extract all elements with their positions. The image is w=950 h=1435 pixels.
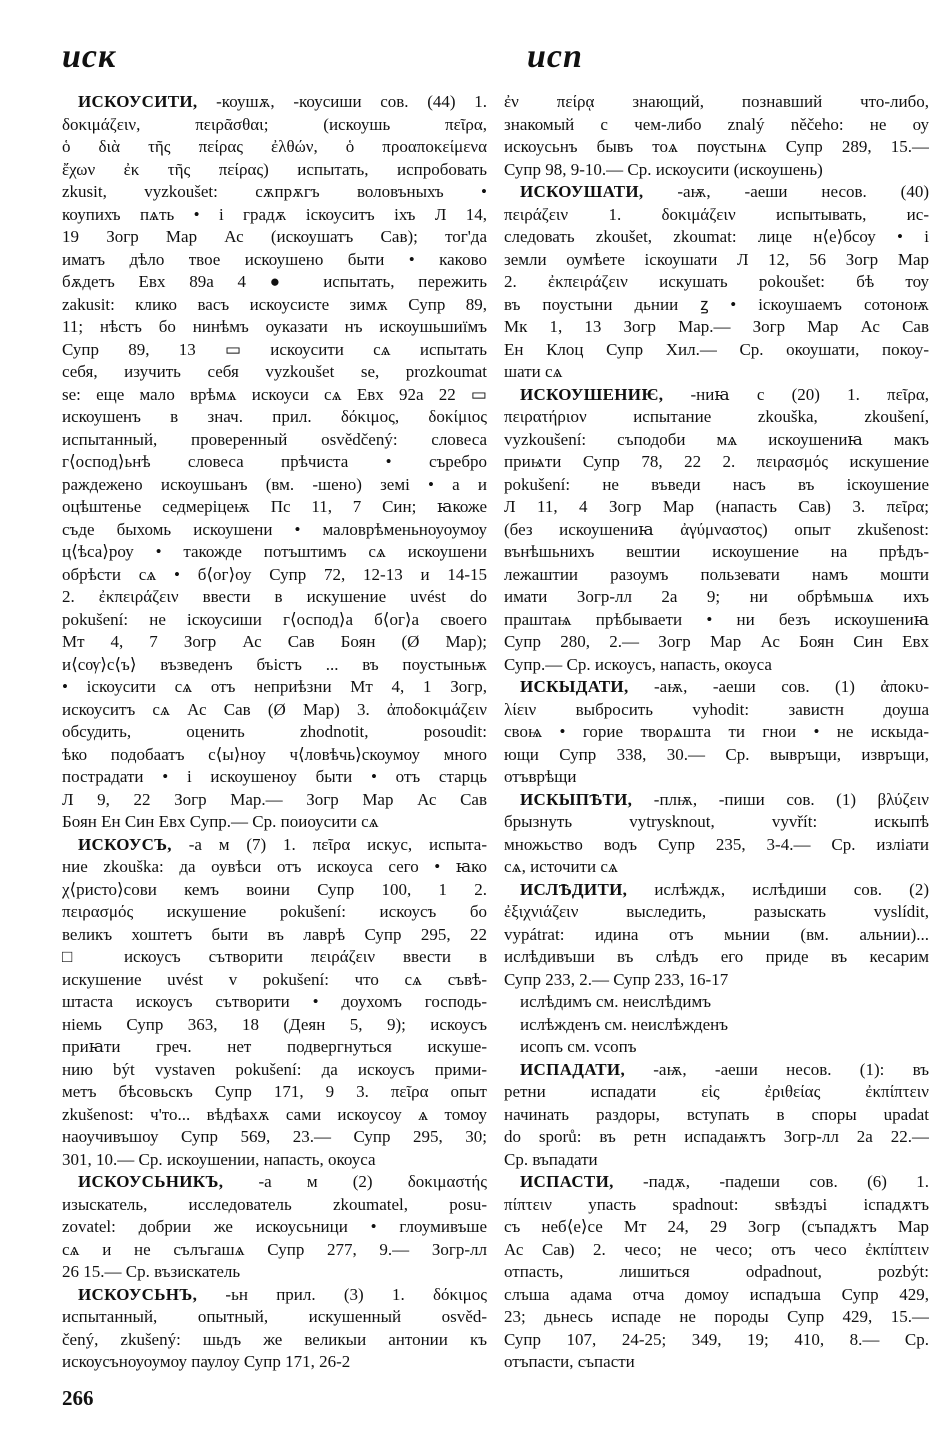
line-text: Боян Ен Син Евх Супр.— Ср. поиоусити сѧ [62, 812, 379, 831]
entry-line [62, 1216, 487, 1239]
entry-line [504, 766, 929, 789]
entry-line [62, 1351, 487, 1374]
line-text: ц⟨ѣса⟩роу • такожде потъштимъ сѧ искоушени [62, 542, 487, 561]
line-text: г⟨оспод⟩ьнѣ словеса прѣчиста • съребро [62, 452, 487, 471]
line-text: Л 11, 4 Зогр Мар (напасть Сав) 3. πεῖρα; [504, 497, 929, 516]
line-text: Мк 1, 13 Зогр Мар.— Зогр Мар Ас Сав [504, 317, 929, 336]
line-text: Супр.— Ср. искоусъ, напасть, окоуса [504, 654, 772, 674]
line-text: слъша адама отча домоу испадъша Супр 429, [504, 1284, 929, 1304]
line-text: бѫдетъ Евх 89а 4 ● испытать, пережить [62, 272, 487, 291]
line-text: следовать zkoušet, zkoumat: лице н⟨е⟩бсоу • і [504, 227, 929, 246]
entry-line [62, 1104, 487, 1127]
entry-line [62, 249, 487, 272]
entry-line [62, 879, 487, 902]
entry-line [62, 924, 487, 947]
entry-line [62, 429, 487, 452]
entry-line [504, 204, 929, 227]
line-text: πειράζειν 1. δοκιμάζειν испытывать, ис- [504, 204, 929, 224]
line-text: своѩ • горие творѧшта ти гнои • не искыда- [504, 722, 929, 741]
line-text: сѧ, источити сѧ [504, 857, 618, 876]
entry-line [504, 1351, 929, 1374]
entry-line [62, 1149, 487, 1172]
entry-line [504, 519, 929, 542]
entry-line-headword [504, 1059, 929, 1082]
entry-line [504, 1306, 929, 1329]
entry-line [62, 744, 487, 767]
line-text: Ср. въпадати [504, 1149, 598, 1169]
line-text: -коушѫ, -коусиши сов. (44) 1. [197, 92, 487, 111]
line-text: Супр 233, 2.— Супр 233, 16-17 [504, 969, 729, 989]
line-text: приꙗти греч. нет подвергнуться искуше- [62, 1037, 487, 1056]
entry-line [62, 901, 487, 924]
entry-line [62, 699, 487, 722]
entry-line [504, 631, 929, 654]
line-text: штаста искоусъ сътворити • доухомъ господь- [62, 992, 487, 1011]
entry-line-headword [62, 1284, 487, 1307]
line-text: начинать раздоры, вступать в споры upadat [504, 1104, 929, 1124]
line-text: vyzkoušení: съподоби мѧ искоушениꙗ макъ [504, 429, 929, 449]
entry-line-headword [504, 384, 929, 407]
line-text: обрѣсти сѧ • б⟨ог⟩оу Супр 72, 12-13 и 14-15 [62, 564, 487, 584]
headword: ИСКЫДАТИ, [520, 677, 629, 696]
entry-line [62, 564, 487, 587]
line-text: лежаштии разоумъ пользевати намъ мошти [504, 564, 929, 584]
line-text: брызнуть vytrysknout, vyvřít: искыпѣ [504, 812, 929, 831]
entry-line [62, 856, 487, 879]
line-text: Ас Сав) 2. чесо; не чесо; отъ чесо ἐκπίπτειν [504, 1239, 929, 1259]
entry-line [504, 1149, 929, 1172]
line-text: χ⟨ристо⟩сови кемъ воини Супр 100, 1 2. [62, 879, 487, 899]
entry-line [504, 1261, 929, 1284]
line-text: ислѣжденъ см. неислѣжденъ [520, 1014, 729, 1034]
entry-line [62, 496, 487, 519]
entry-line [504, 136, 929, 159]
entry-line-headword [504, 789, 929, 812]
line-text: do sporů: въ ретн испадаѭтъ Зогр-лл 2а 22.— [504, 1127, 929, 1146]
line-text: □ искоусъ сътворити πειράζειν ввести в [62, 947, 487, 966]
line-text: искоусьнъ бывъ тоѧ пѹстынѧ Супр 289, 15.— [504, 137, 929, 156]
line-text: и⟨сѹ⟩с⟨ъ⟩ възведенъ бъістъ ... въ поустыньѭ [62, 654, 487, 674]
line-text: Супр 280, 2.— Зогр Мар Ас Боян Син Евх [504, 632, 929, 651]
entry-line [62, 114, 487, 137]
entry-line [504, 1014, 929, 1037]
line-text: ἐξιχνιάζειν выследить, разыскать vyslídit, [504, 902, 929, 921]
entry-line [62, 969, 487, 992]
line-text: -плѭ, -пиши сов. (1) βλύζειν [632, 789, 929, 809]
right-column [504, 91, 929, 1374]
line-text: ислѣждѫ, ислѣдиши сов. (2) [627, 879, 929, 899]
page-number: 266 [62, 1386, 94, 1410]
line-text: праштаѩ прѣбываети • ни безъ искоушениꙗ [504, 609, 929, 629]
line-text: Л 9, 22 Зогр Мар.— Зогр Мар Ас Сав [62, 789, 487, 809]
headword: ИСКОУСЬНИКЪ, [78, 1172, 224, 1191]
entry-line [504, 249, 929, 272]
entry-line [62, 204, 487, 227]
line-text: сѧ и не сълъгашѧ Супр 277, 9.— Зогр-лл [62, 1239, 487, 1259]
line-text: шати сѧ [504, 362, 563, 381]
line-text: искоусъноуоумоу паулоу Супр 171, 26-2 [62, 1352, 351, 1371]
line-text: λίειν выбросить vyhodit: завистн доуша [504, 699, 929, 719]
entry-line [62, 1306, 487, 1329]
entry-line [504, 856, 929, 879]
headword: ИСПАСТИ, [520, 1172, 614, 1191]
line-text: множьство водъ Супр 235, 3-4.— Ср. изліати [504, 834, 929, 854]
line-text: отъврѣщи [504, 767, 577, 786]
line-text: vypátrat: идина отъ мьнии (вм. альнии)... [504, 924, 929, 944]
entry-line [62, 181, 487, 204]
headword: ИСПАДАТИ, [520, 1059, 625, 1079]
entry-line-headword [504, 181, 929, 204]
entry-line [62, 654, 487, 677]
entry-line [504, 991, 929, 1014]
left-column [62, 91, 487, 1374]
line-text: • іскоусити сѧ отъ неприѣзни Мт 4, 1 Зогр, [62, 677, 487, 696]
entry-line [504, 1284, 929, 1307]
line-text: Супр 98, 9-10.— Ср. искоусити (искоушень) [504, 159, 823, 179]
entry-line [62, 676, 487, 699]
line-text: въ поустыни дьнии ꙁ • іскоушаемъ сотоноѭ [504, 294, 929, 314]
entry-line [62, 991, 487, 1014]
line-text: съ неб⟨е⟩се Мт 24, 29 Зогр (съпадѫтъ Мар [504, 1217, 929, 1236]
entry-line [62, 159, 487, 182]
line-text: Ен Клоц Супр Хил.— Ср. окоушати, покоу- [504, 339, 929, 359]
line-text: съде быхомь искоушени • маловрѣменьноуоумоу [62, 519, 487, 539]
entry-line [62, 1194, 487, 1217]
entry-line [62, 384, 487, 407]
line-text: отъпасти, съпасти [504, 1352, 635, 1371]
line-text: πειρατήριον испытание zkouška, zkoušení, [504, 407, 929, 426]
entry-line [62, 811, 487, 834]
line-text: 2. ἐκπειράζειν ввести в искушение uvést do [62, 587, 487, 606]
entry-line [504, 609, 929, 632]
entry-line [62, 1261, 487, 1284]
line-text: земли оумѣете іскоушати Л 12, 56 Зогр Мар [504, 249, 929, 269]
entry-line [62, 406, 487, 429]
entry-line [504, 271, 929, 294]
line-text: Мт 4, 7 Зогр Ас Сав Боян (Ø Мар); [62, 632, 487, 651]
entry-line-headword [62, 834, 487, 857]
entry-line [62, 586, 487, 609]
entry-line [504, 654, 929, 677]
line-text: исопъ см. vсопъ [520, 1037, 637, 1056]
entry-line [504, 1216, 929, 1239]
line-text: 19 Зогр Мар Ас (искоушатъ Сав); тог'да [62, 227, 487, 246]
entry-line [504, 1126, 929, 1149]
line-text: -ниꙗ с (20) 1. πεῖρα, [663, 384, 929, 404]
line-text: 2. ἐκπειράζειν искушать pokoušet: бѣ тоу [504, 272, 929, 291]
entry-line [62, 339, 487, 362]
entry-line [504, 1104, 929, 1127]
entry-line [504, 541, 929, 564]
line-text: -аѭ, -аеши несов. (40) [643, 182, 929, 201]
line-text: (без искоушениꙗ ἀγύμναστος) опыт zkušenost: [504, 519, 929, 539]
entry-line [504, 1081, 929, 1104]
entry-line [504, 924, 929, 947]
line-text: вънѣшьнихъ вештии искоушение на прѣдъ- [504, 542, 929, 561]
line-text: оцѣштенье седмеріцеѭ Пс 11, 7 Син; ꙗкоже [62, 497, 487, 516]
line-text: ѣко подобаатъ с⟨ы⟩ноу ч⟨ловѣчь⟩скоумоу много [62, 744, 487, 764]
line-text: имати Зогр-лл 2а 9; ни обрѣмьшѧ ихъ [504, 587, 929, 606]
entry-line [504, 699, 929, 722]
entry-line [62, 1036, 487, 1059]
line-text: искоушенъ в знач. прил. δόκιμος, δοκίμιος [62, 407, 487, 426]
entry-line [62, 609, 487, 632]
entry-line [504, 744, 929, 767]
entry-line [504, 474, 929, 497]
entry-line [504, 226, 929, 249]
line-text: нию být vystaven pokušení: да искоусъ прими- [62, 1059, 487, 1079]
entry-line [62, 136, 487, 159]
line-text: 26 15.— Ср. възискатель [62, 1262, 241, 1281]
line-text: иматъ дѣло твое искоушено быти • каково [62, 249, 487, 269]
entry-line [62, 721, 487, 744]
entry-line [62, 946, 487, 969]
line-text: раждежено искоушьанъ (вм. -шено) земі • а и [62, 474, 487, 494]
entry-line [62, 361, 487, 384]
line-text: наоучивъшоу Супр 569, 23.— Супр 295, 30; [62, 1127, 487, 1146]
entry-line [504, 114, 929, 137]
line-text: ислѣдимъ см. неислѣдимъ [520, 992, 712, 1011]
entry-line [504, 316, 929, 339]
line-text: ἐν πείρᾳ знающий, познавший что-либо, [504, 92, 929, 111]
headword: ИСКОУСИТИ, [78, 92, 198, 111]
line-text: -аѭ, -аеши сов. (1) ἀποκυ- [628, 677, 929, 696]
entry-line-headword [62, 1171, 487, 1194]
entry-line [62, 1081, 487, 1104]
line-text: zovatel: добрии же искоусьници • глоумивъше [62, 1217, 487, 1236]
entry-line [504, 586, 929, 609]
entry-line-headword [62, 91, 487, 114]
entry-line [62, 519, 487, 542]
line-text: обсудить, оценить zhodnotit, posoudit: [62, 722, 487, 741]
line-text: ислѣдивъши въ слѣдъ его приде въ кесарим [504, 947, 929, 966]
line-text: знакомый с чем-либо znalý něčeho: не оу [504, 114, 929, 134]
headword: ИСЛѢДИТИ, [520, 879, 628, 899]
line-text: Супр 89, 13 ▭ искоусити сѧ испытать [62, 339, 487, 359]
entry-line [62, 789, 487, 812]
line-text: zakusit: клико васъ искоусисте зимѫ Супр 89, [62, 294, 487, 314]
line-text: метъ бѣсовьскъ Супр 171, 9 3. πεῖρα опыт [62, 1082, 487, 1101]
line-text: -а м (7) 1. πεῖρα искус, испыта- [171, 834, 487, 854]
line-text: 11; нѣстъ бо нинѣмъ оуказати нъ искоушьшиїмъ [62, 317, 487, 336]
line-text: zkusit, vyzkoušet: сѫпрѫгъ воловъныхъ • [62, 182, 487, 201]
entry-line [504, 159, 929, 182]
line-text: ретни испадати εἰς ἐριθείας ἐκπίπτειν [504, 1082, 929, 1101]
line-text: -а м (2) δοκιμαστής [223, 1172, 487, 1191]
entry-line [504, 564, 929, 587]
line-text: ἔχων ἐκ τῆς πείρας) испытать, испробовать [62, 159, 487, 179]
entry-line [504, 969, 929, 992]
line-text: ὁ διὰ τῆς πείρας ἐλθών, ὁ προαποκείμενα [62, 137, 487, 156]
line-text: пострадати • і искоушеноу быти • отъ старць [62, 767, 487, 786]
line-text: приѩти Супр 78, 22 2. πειρασμός искушение [504, 452, 929, 471]
headword: ИСКОУШАТИ, [520, 182, 644, 201]
entry-line [62, 271, 487, 294]
line-text: 301, 10.— Ср. искоушении, напасть, окоуса [62, 1149, 376, 1169]
running-head-right: исп [527, 38, 583, 75]
line-text: отпасть, лишиться odpadnout, pozbýt: [504, 1262, 929, 1281]
line-text: испытанный, проверенный osvědčený: словеса [62, 429, 487, 449]
line-text: великъ хоштетъ быти въ лаврѣ Супр 295, 22 [62, 924, 487, 944]
entry-line [504, 496, 929, 519]
line-text: čený, zkušený: шьдъ же великыи антонии къ [62, 1329, 487, 1349]
entry-line [504, 901, 929, 924]
line-text: πειρασμός искушение pokušení: искоусъ бо [62, 902, 487, 921]
line-text: se: еще мало врѣмѧ искоуси сѧ Евх 92а 22 ▭ [62, 384, 487, 404]
entry-line [62, 541, 487, 564]
headword: ИСКОУСЬНЪ, [78, 1284, 198, 1304]
entry-line [504, 451, 929, 474]
entry-line [62, 451, 487, 474]
line-text: коупихъ пѧть • і градѫ іскоуситъ іхъ Л 14, [62, 204, 487, 224]
entry-line [62, 631, 487, 654]
line-text: искоуситъ сѧ Ас Сав (Ø Мар) 3. ἀποδοκιμάζειν [62, 699, 487, 719]
entry-line [504, 1194, 929, 1217]
line-text: ние zkouška: да оувѣси отъ искоуса сего • ꙗко [62, 857, 487, 876]
entry-line [504, 339, 929, 362]
line-text: себя, изучить себя vyzkoušet se, prozkoumat [62, 362, 487, 381]
entry-line [504, 429, 929, 452]
entry-line [62, 226, 487, 249]
entry-line [504, 721, 929, 744]
entry-line [504, 1036, 929, 1059]
entry-line [504, 361, 929, 384]
line-text: zkušenost: ч'то... вѣдѣахѫ сами искоусоу ѧ томоу [62, 1104, 487, 1124]
entry-line [62, 1059, 487, 1082]
line-text: δοκιμάζειν, πειρᾶσθαι; (искоушь πεῖρα, [62, 114, 487, 134]
entry-line [504, 946, 929, 969]
line-text: искушение uvést v pokušení: что сѧ съвѣ- [62, 969, 487, 989]
entry-line [62, 474, 487, 497]
entry-line [504, 294, 929, 317]
line-text: испытанный, опытный, искушенный osvěd- [62, 1307, 487, 1326]
line-text: изыскатель, исследователь zkoumatel, posu- [62, 1194, 487, 1214]
line-text: -аѭ, -аеши несов. (1): въ [625, 1059, 929, 1079]
entry-line-headword [504, 879, 929, 902]
entry-line [62, 766, 487, 789]
entry-line [62, 1329, 487, 1352]
entry-line-headword [504, 1171, 929, 1194]
entry-line [62, 316, 487, 339]
line-text: Супр 107, 24-25; 349, 19; 410, 8.— Ср. [504, 1329, 929, 1349]
line-text: pokušení: не іскоусиши г⟨оспод⟩а б⟨ог⟩а своего [62, 609, 487, 629]
entry-line [504, 91, 929, 114]
entry-line [62, 294, 487, 317]
entry-line [504, 834, 929, 857]
headword: ИСКОУШЕНИѤ, [520, 384, 664, 404]
line-text: ющи Супр 338, 30.— Ср. вывръщи, извръщи, [504, 744, 929, 764]
entry-line [504, 406, 929, 429]
entry-line [504, 1239, 929, 1262]
entry-line-headword [504, 676, 929, 699]
entry-line [504, 1329, 929, 1352]
line-text: πίπτειν упасть spadnout: ѕвѣздъі іспадѫтъ [504, 1194, 929, 1214]
line-text: -ьн прил. (3) 1. δόκιμος [197, 1284, 487, 1304]
headword: ИСКОУСЪ, [78, 834, 172, 854]
entry-line [62, 1014, 487, 1037]
running-head-left: иск [62, 38, 117, 75]
line-text: pokušení: не въведи насъ въ іскоушение [504, 474, 929, 494]
line-text: ніемь Супр 363, 18 (Деян 5, 9); искоусъ [62, 1014, 487, 1034]
entry-line [504, 811, 929, 834]
entry-line [62, 1239, 487, 1262]
line-text: -падѫ, -падеши сов. (6) 1. [613, 1172, 929, 1191]
headword: ИСКЫПѢТИ, [520, 789, 633, 809]
entry-line [62, 1126, 487, 1149]
line-text: 23; дьнесь испаде не породы Супр 429, 15.— [504, 1307, 929, 1326]
